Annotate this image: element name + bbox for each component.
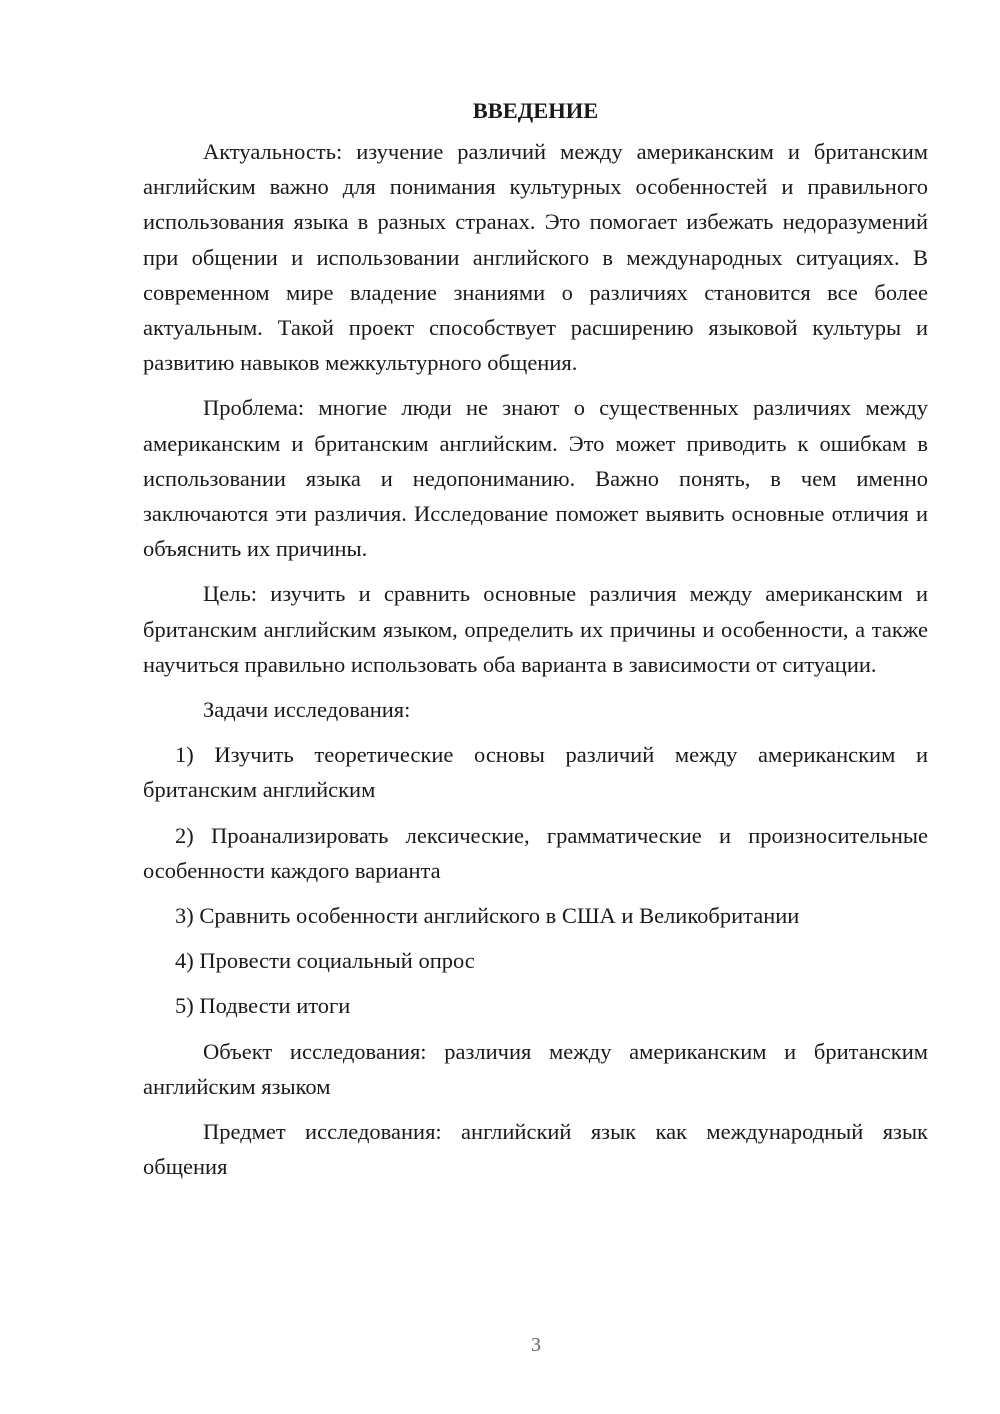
task-item-2: 2) Проанализировать лексические, грамматические и произносительные особенности каждого варианта xyxy=(143,822,928,883)
task-item-5: 5) Подвести итоги xyxy=(175,993,351,1019)
section-title: ВВЕДЕНИЕ xyxy=(472,98,599,123)
paragraph-subject: Предмет исследования: английский язык как международный язык общения xyxy=(143,1119,928,1180)
paragraph-problem: Проблема: многие люди не знают о существенных различиях между американским и британским английским. Это может приводить к ошибкам в использовании языка и недопониманию. Важно понять, в чем именно заключаются эти различия. Исследование поможет выявить основные отличия и объяснить их причины. xyxy=(143,395,928,562)
paragraph-goal: Цель: изучить и сравнить основные различия между американским и британским английским языком, определить их причины и особенности, а также научиться правильно использовать оба варианта в зависимости от ситуации. xyxy=(143,581,928,677)
task-item-1: 1) Изучить теоретические основы различий между американским и британским английским xyxy=(143,742,928,803)
task-item-3: 3) Сравнить особенности английского в США и Великобритании xyxy=(175,903,800,929)
page-number: 3 xyxy=(531,1334,541,1356)
page-content xyxy=(143,96,928,1194)
paragraph-relevance: Актуальность: изучение различий между американским и британским английским важно для понимания культурных особенностей и правильного использования языка в разных странах. Это помогает избежать недоразумений при общении и использовании английского в международных ситуациях. В современном мире владение знаниями о различиях становится все более актуальным. Такой проект способствует расширению языковой культуры и развитию навыков межкультурного общения. xyxy=(143,139,928,376)
task-item-4: 4) Провести социальный опрос xyxy=(175,948,475,974)
tasks-heading: Задачи исследования: xyxy=(203,697,411,723)
paragraph-object: Объект исследования: различия между американским и британским английским языком xyxy=(143,1038,928,1099)
